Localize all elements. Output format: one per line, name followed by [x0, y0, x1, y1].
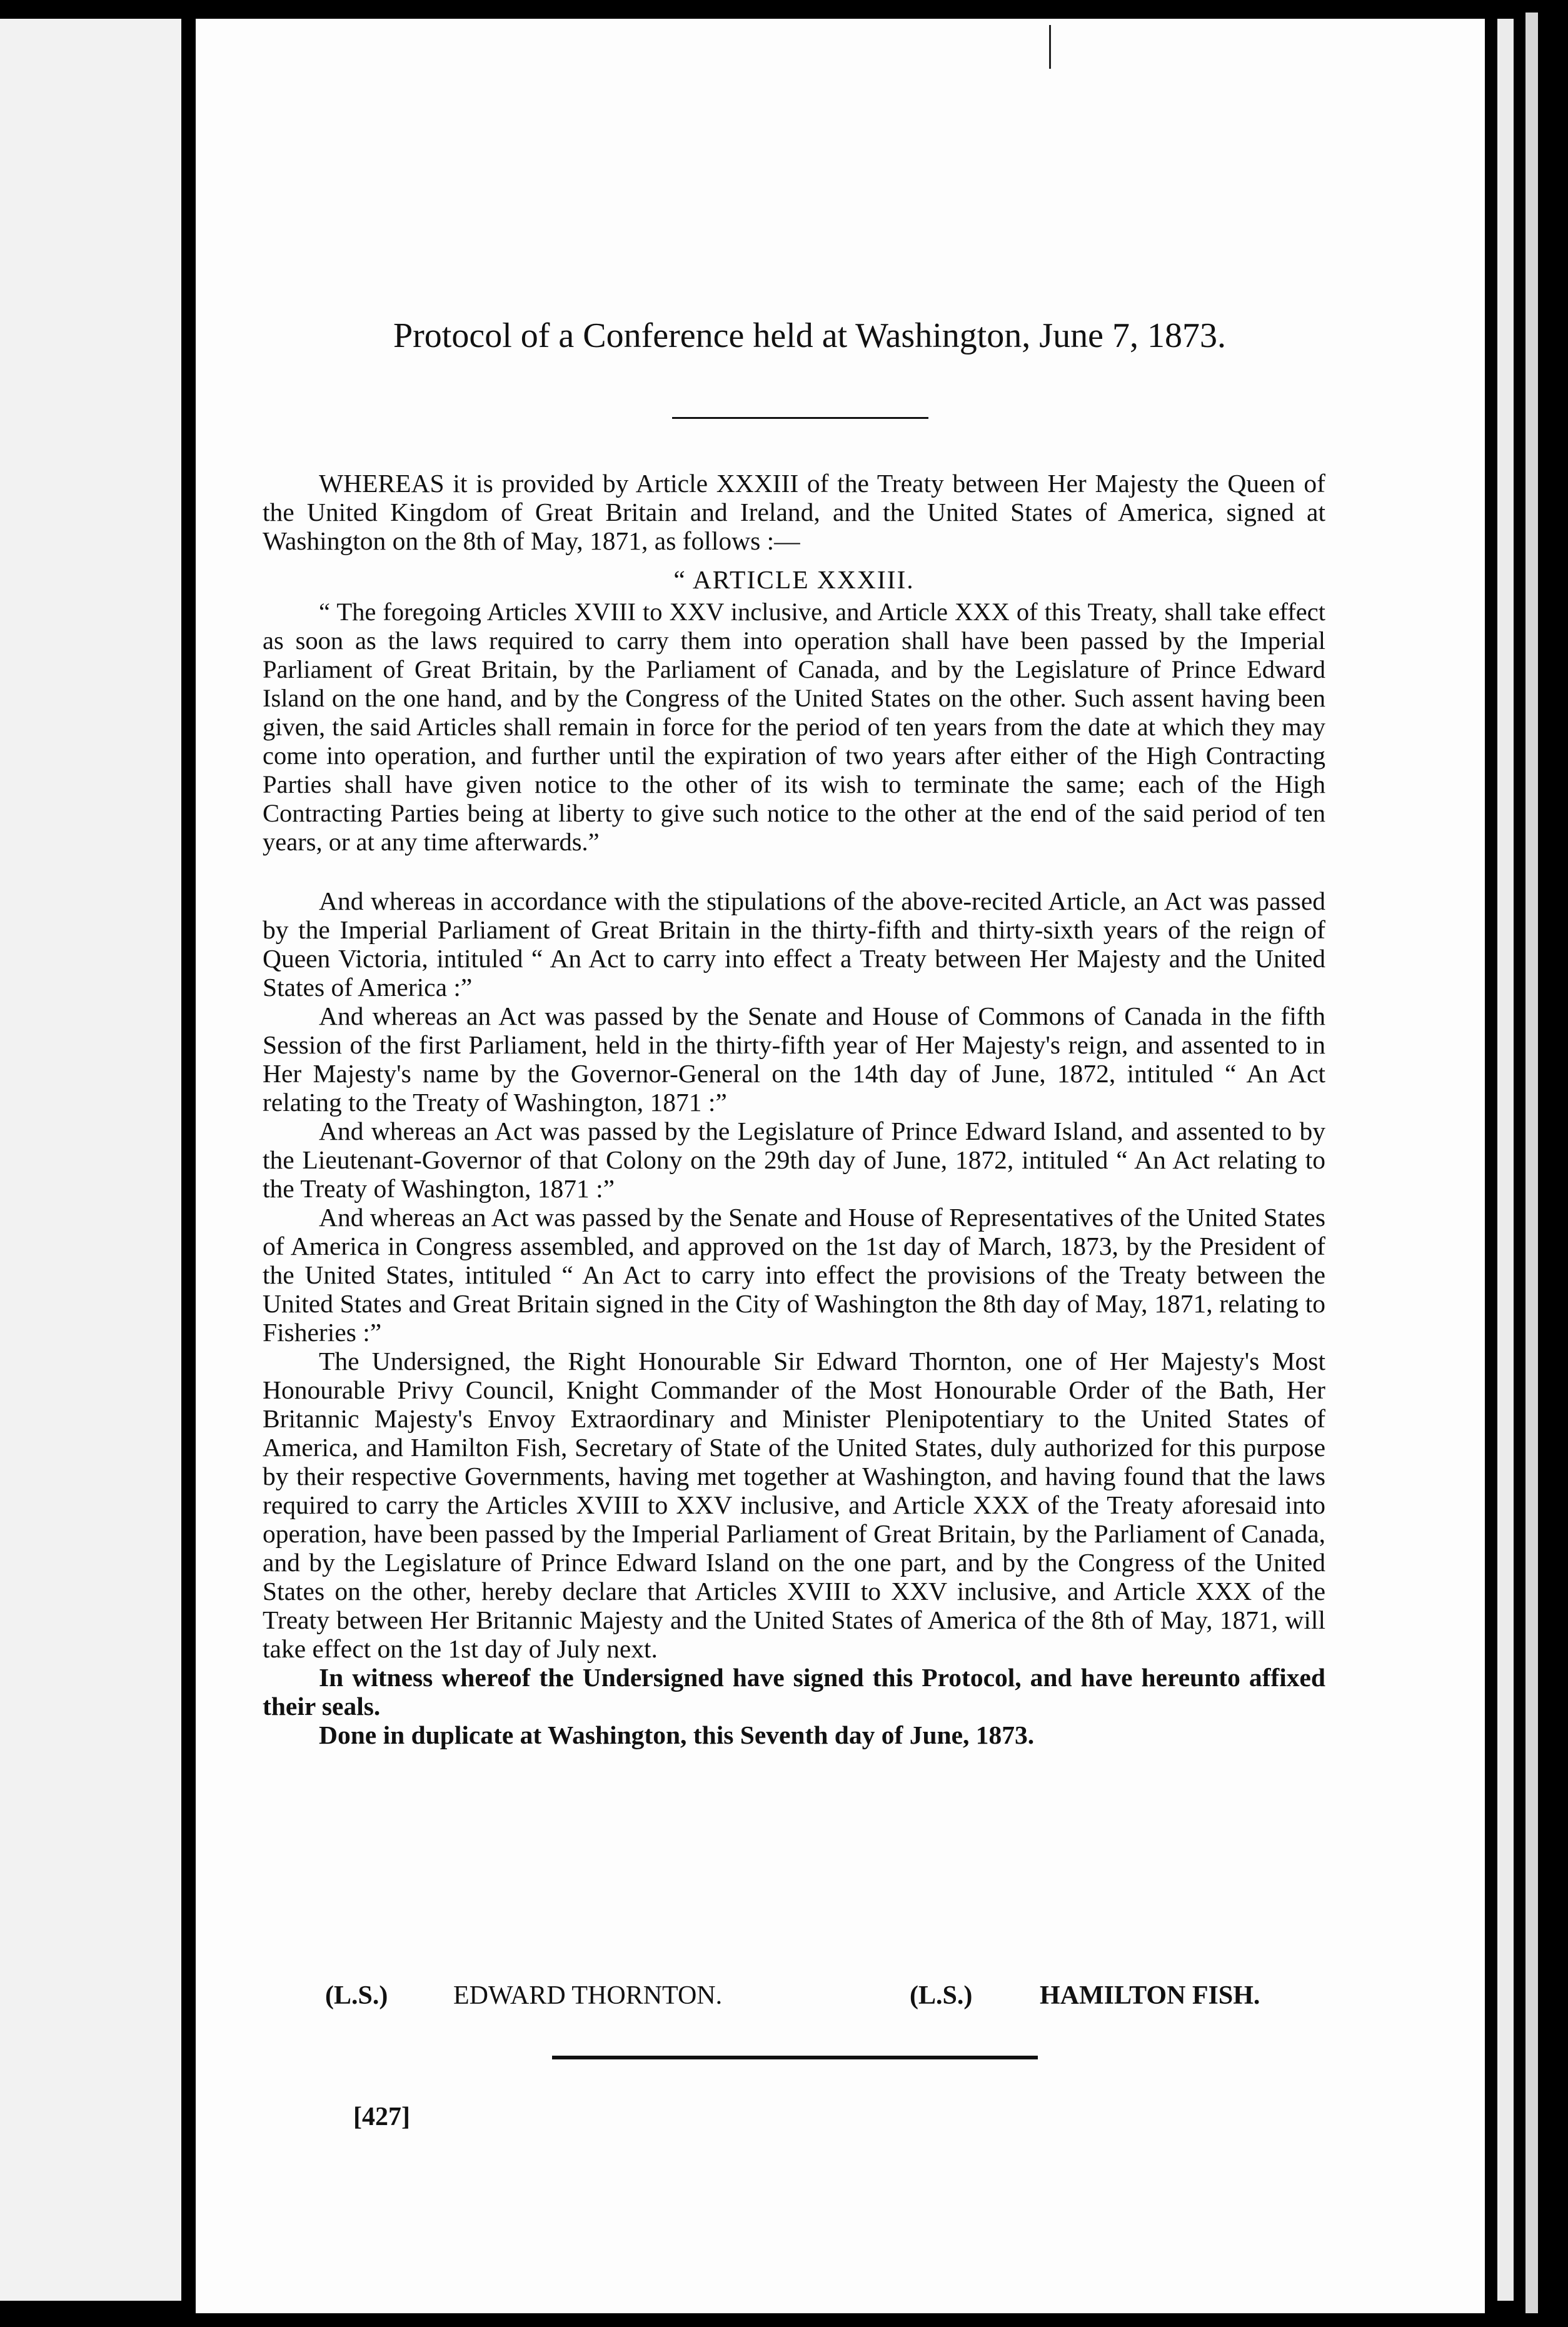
- paragraph-undersigned: The Undersigned, the Right Honourable Sir Edward Thornton, one of Her Majesty's Most Honourable Privy Council, Knight Commander of the Most Honourable Order of the Bath, Her Britannic Majesty's Envoy Extraordinary and Minister Plenipotentiary to the United States of America, and Hamilton Fish, Secretary of State of the United States, duly authorized for this purpose by their respective Governments, having met together at Washington, and having found that the laws required to carry the Articles XVIII to XXV inclusive, and Article XXX of the Treaty aforesaid into operation, have been passed by the Imperial Parliament of Great Britain, by the Parliament of Canada, and by the Legislature of Prince Edward Island on the one part, and by the Congress of the United States on the other, hereby declare that Articles XVIII to XXV inclusive, and Article XXX of the Treaty between Her Britannic Majesty and the United States of America of the 8th of May, 1871, will take effect on the 1st day of July next.: [263, 1347, 1325, 1663]
- preamble-paragraph: WHEREAS it is provided by Article XXXIII of the Treaty between Her Majesty the Queen of the United Kingdom of Great Britain and Ireland, and the United States of America, signed at Washington on the 8th of May, 1871, as follows :—: [263, 469, 1325, 555]
- paragraph-pei-act: And whereas an Act was passed by the Legislature of Prince Edward Island, and assented to by the Lieutenant-Governor of that Colony on the 29th day of June, 1872, intituled “ An Act relating to the Treaty of Washington, 1871 :”: [263, 1117, 1325, 1203]
- seal-right: (L.S.): [910, 1981, 973, 2010]
- closing-divider: [552, 2056, 1038, 2059]
- signer-right: HAMILTON FISH.: [1040, 1981, 1260, 2010]
- document-body: [263, 469, 1325, 1749]
- article-quote: [263, 598, 1325, 857]
- title-divider: [672, 417, 928, 419]
- paragraph-imperial-act: And whereas in accordance with the stipulations of the above-recited Article, an Act was passed by the Imperial Parliament of Great Britain in the thirty-fifth and thirty-sixth years of the reign of Queen Victoria, intituled “ An Act to carry into effect a Treaty between Her Majesty and the United States of America :”: [263, 887, 1325, 1002]
- paragraph-canada-act: And whereas an Act was passed by the Senate and House of Commons of Canada in the fifth Session of the first Parliament, held in the thirty-fifth year of Her Majesty's reign, and assented to in Her Majesty's name by the Governor-General on the 14th day of June, 1872, intituled “ An Act relating to the Treaty of Washington, 1871 :”: [263, 1002, 1325, 1117]
- article-heading: “ ARTICLE XXXIII.: [673, 565, 915, 594]
- signature-block: [263, 1981, 1325, 2012]
- seal-left: (L.S.): [325, 1981, 388, 2010]
- facing-page-edge: [0, 19, 181, 2301]
- page-edge-strip: [1497, 19, 1514, 2301]
- witness-paragraph: In witness whereof the Undersigned have signed this Protocol, and have hereunto affixed their seals.: [263, 1663, 1325, 1721]
- document-title: Protocol of a Conference held at Washington, June 7, 1873.: [393, 316, 1226, 355]
- done-paragraph: Done in duplicate at Washington, this Seventh day of June, 1873.: [319, 1721, 1035, 1749]
- signer-left: EDWARD THORNTON.: [453, 1981, 723, 2010]
- page-number: [427]: [353, 2103, 410, 2131]
- page-edge-strip-outer: [1525, 13, 1538, 2313]
- article-text: “ The foregoing Articles XVIII to XXV inclusive, and Article XXX of this Treaty, shall take effect as soon as the laws required to carry them into operation shall have been passed by the Imperial Parliament of Great Britain, by the Parliament of Canada, and by the Legislature of Prince Edward Island on the one hand, and by the Congress of the United States on the other. Such assent having been given, the said Articles shall remain in force for the period of ten years from the date at which they may come into operation, and further until the expiration of two years after either of the High Contracting Parties shall have given notice to the other of its wish to terminate the same; each of the High Contracting Parties being at liberty to give such notice to the other at the end of the said period of ten years, or at any time afterwards.”: [263, 598, 1325, 856]
- margin-mark: [1049, 25, 1051, 69]
- paragraph-us-act: And whereas an Act was passed by the Senate and House of Representatives of the United States of America in Congress assembled, and approved on the 1st day of March, 1873, by the President of the United States, intituled “ An Act to carry into effect the provisions of the Treaty between the United States and Great Britain signed in the City of Washington the 8th day of May, 1871, relating to Fisheries :”: [263, 1203, 1325, 1347]
